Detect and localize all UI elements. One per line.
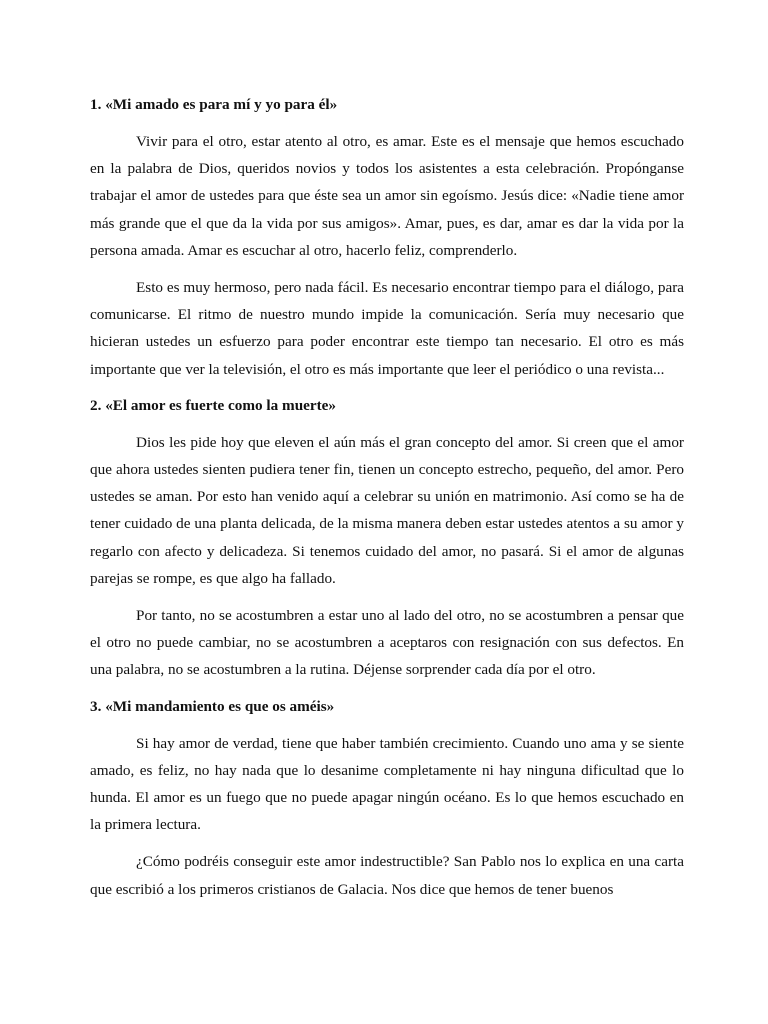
section-heading: 1. «Mi amado es para mí y yo para él» [90, 96, 338, 113]
paragraph: Dios les pide hoy que eleven el aún más el gran concepto del amor. Si creen que el amor que ahora ustedes sienten pudiera tener fin, tienen un concepto estrecho, pequeño, del amor. Pero ustedes se aman. Por esto han venido aquí a celebrar su unión en matrimonio. Así como se ha de tener cuidado de una planta delicada, de la misma manera deben estar ustedes atentos a su amor y regarlo con afecto y delicadeza. Si tenemos cuidado del amor, no pasará. Si el amor de algunas parejas se rompe, es que algo ha fallado. [90, 433, 684, 587]
section-3 [90, 694, 684, 903]
section-heading: 3. «Mi mandamiento es que os améis» [90, 697, 335, 715]
paragraph: ¿Cómo podréis conseguir este amor indestructible? San Pablo nos lo explica en una carta que escribió a los primeros cristianos de Galacia. Nos dice que hemos de tener buenos [90, 853, 684, 898]
section-heading: 2. «El amor es fuerte como la muerte» [90, 396, 337, 414]
paragraph: Esto es muy hermoso, pero nada fácil. Es necesario encontrar tiempo para el diálogo, para comunicarse. El ritmo de nuestro mundo impide la comunicación. Sería muy necesario que hicieran ustedes un esfuerzo para poder encontrar este tiempo tan necesario. El otro es más importante que ver la televisión, el otro es más importante que leer el periódico o una revista... [90, 279, 684, 378]
paragraph: Por tanto, no se acostumbren a estar uno al lado del otro, no se acostumbren a pensar que el otro no puede cambiar, no se acostumbren a aceptaros con resignación con sus defectos. En una palabra, no se acostumbren a la rutina. Déjense sorprender cada día por el otro. [90, 607, 684, 679]
paragraph: Si hay amor de verdad, tiene que haber también crecimiento. Cuando uno ama y se siente amado, es feliz, no hay nada que lo desanime completamente ni hay ninguna dificultad que lo hunda. El amor es un fuego que no puede apagar ningún océano. Es lo que hemos escuchado en la primera lectura. [90, 734, 684, 834]
section-2 [90, 393, 684, 684]
paragraph: Vivir para el otro, estar atento al otro, es amar. Este es el mensaje que hemos escuchado en la palabra de Dios, queridos novios y todos los asistentes a esta celebración. Propónganse trabajar el amor de ustedes para que éste sea un amor sin egoísmo. Jesús dice: «Nadie tiene amor más grande que el que da la vida por sus amigos». Amar, pues, es dar, amar es dar la vida por la persona amada. Amar es escuchar al otro, hacerlo feliz, comprenderlo. [90, 133, 684, 259]
section-1 [90, 92, 684, 383]
